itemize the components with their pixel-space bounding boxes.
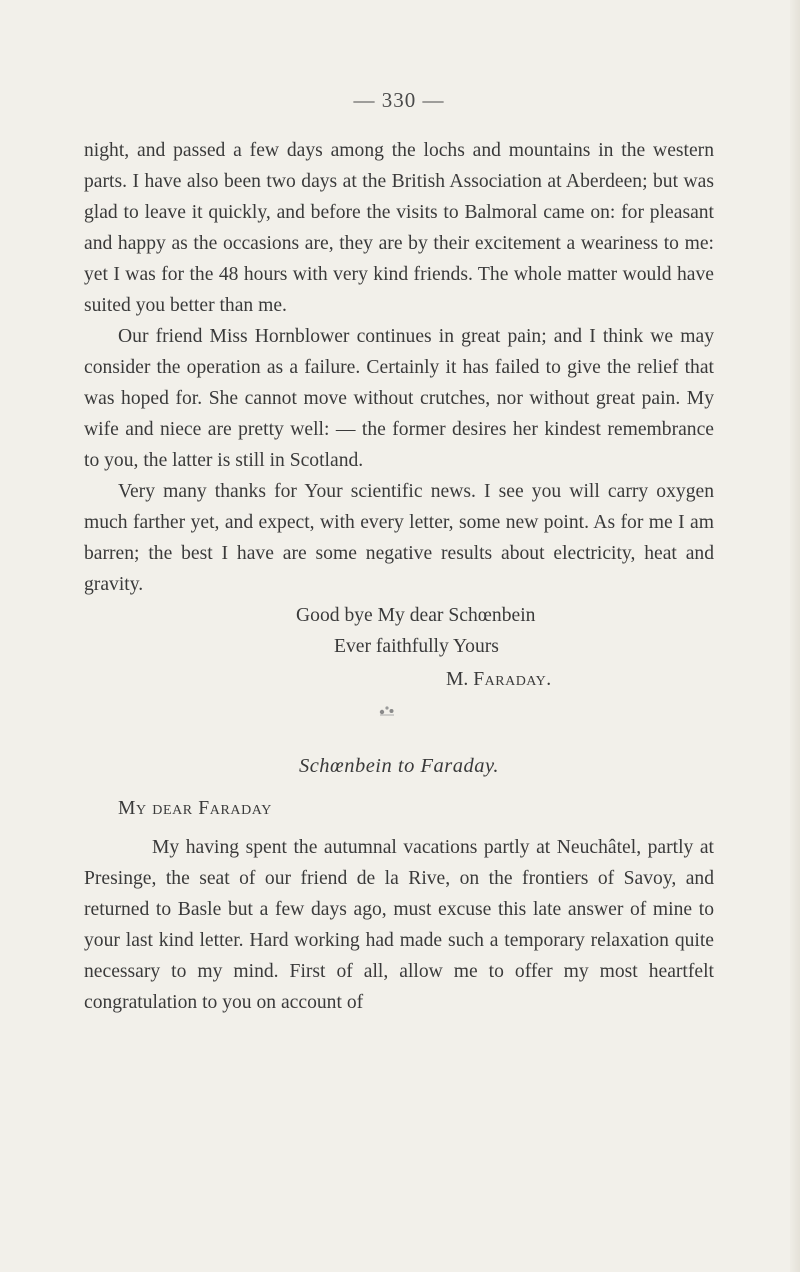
paragraph-text: Very many thanks for Your scientific news. I see you will carry oxygen much farther yet, and expect, with every letter, some new point. As for me I am barren; the best I have are some negative results about electricity, heat and gravity. [84, 481, 714, 595]
page-edge [790, 0, 800, 1272]
closing-line-2: Ever faithfully Yours [334, 636, 499, 657]
paragraph-text: night, and passed a few days among the lochs and mountains in the western parts. I have also been two days at the British Association at Aberdeen; but was glad to leave it quickly, and before the visits to Balmoral came on: for pleasant and happy as the occasions are, they are by their excitement a weariness to me: yet I was for the 48 hours with very kind friends. The whole matter would have suited you better than me. [84, 140, 714, 316]
signature-initial: M. [446, 669, 469, 690]
closing-line-1: Good bye My dear Schœnbein [296, 605, 536, 626]
ornament-glyph-icon [378, 703, 396, 717]
signature [84, 664, 714, 695]
book-page [84, 88, 714, 1258]
letter2-paragraph-1 [84, 832, 714, 1018]
ornament-icon [84, 695, 714, 745]
letter-paragraph-3 [84, 476, 714, 600]
letter-paragraph-2 [84, 321, 714, 476]
letter-paragraph-1 [84, 135, 714, 321]
paragraph-text: My having spent the autumnal vacations partly at Neuchâtel, partly at Presinge, the seat of our friend de la Rive, on the frontiers of Savoy, and returned to Basle but a few days ago, must excuse this late answer of mine to your last kind letter. Hard working had made such a temporary relaxation quite necessary to my mind. First of all, allow me to offer my most heartfelt congratulation to you on account of [84, 837, 714, 1013]
page-number: — 330 — [353, 88, 445, 112]
paragraph-text: Our friend Miss Hornblower continues in great pain; and I think we may consider the operation as a failure. Certainly it has failed to give the relief that was hoped for. She cannot move without crutches, nor without great pain. My wife and niece are pretty well: — the former desires her kindest remembrance to you, the latter is still in Scotland. [84, 326, 714, 471]
signature-name: Faraday. [473, 669, 552, 690]
salutation: My dear Faraday [118, 798, 272, 819]
letter-heading: Schœnbein to Faraday. [298, 755, 500, 777]
